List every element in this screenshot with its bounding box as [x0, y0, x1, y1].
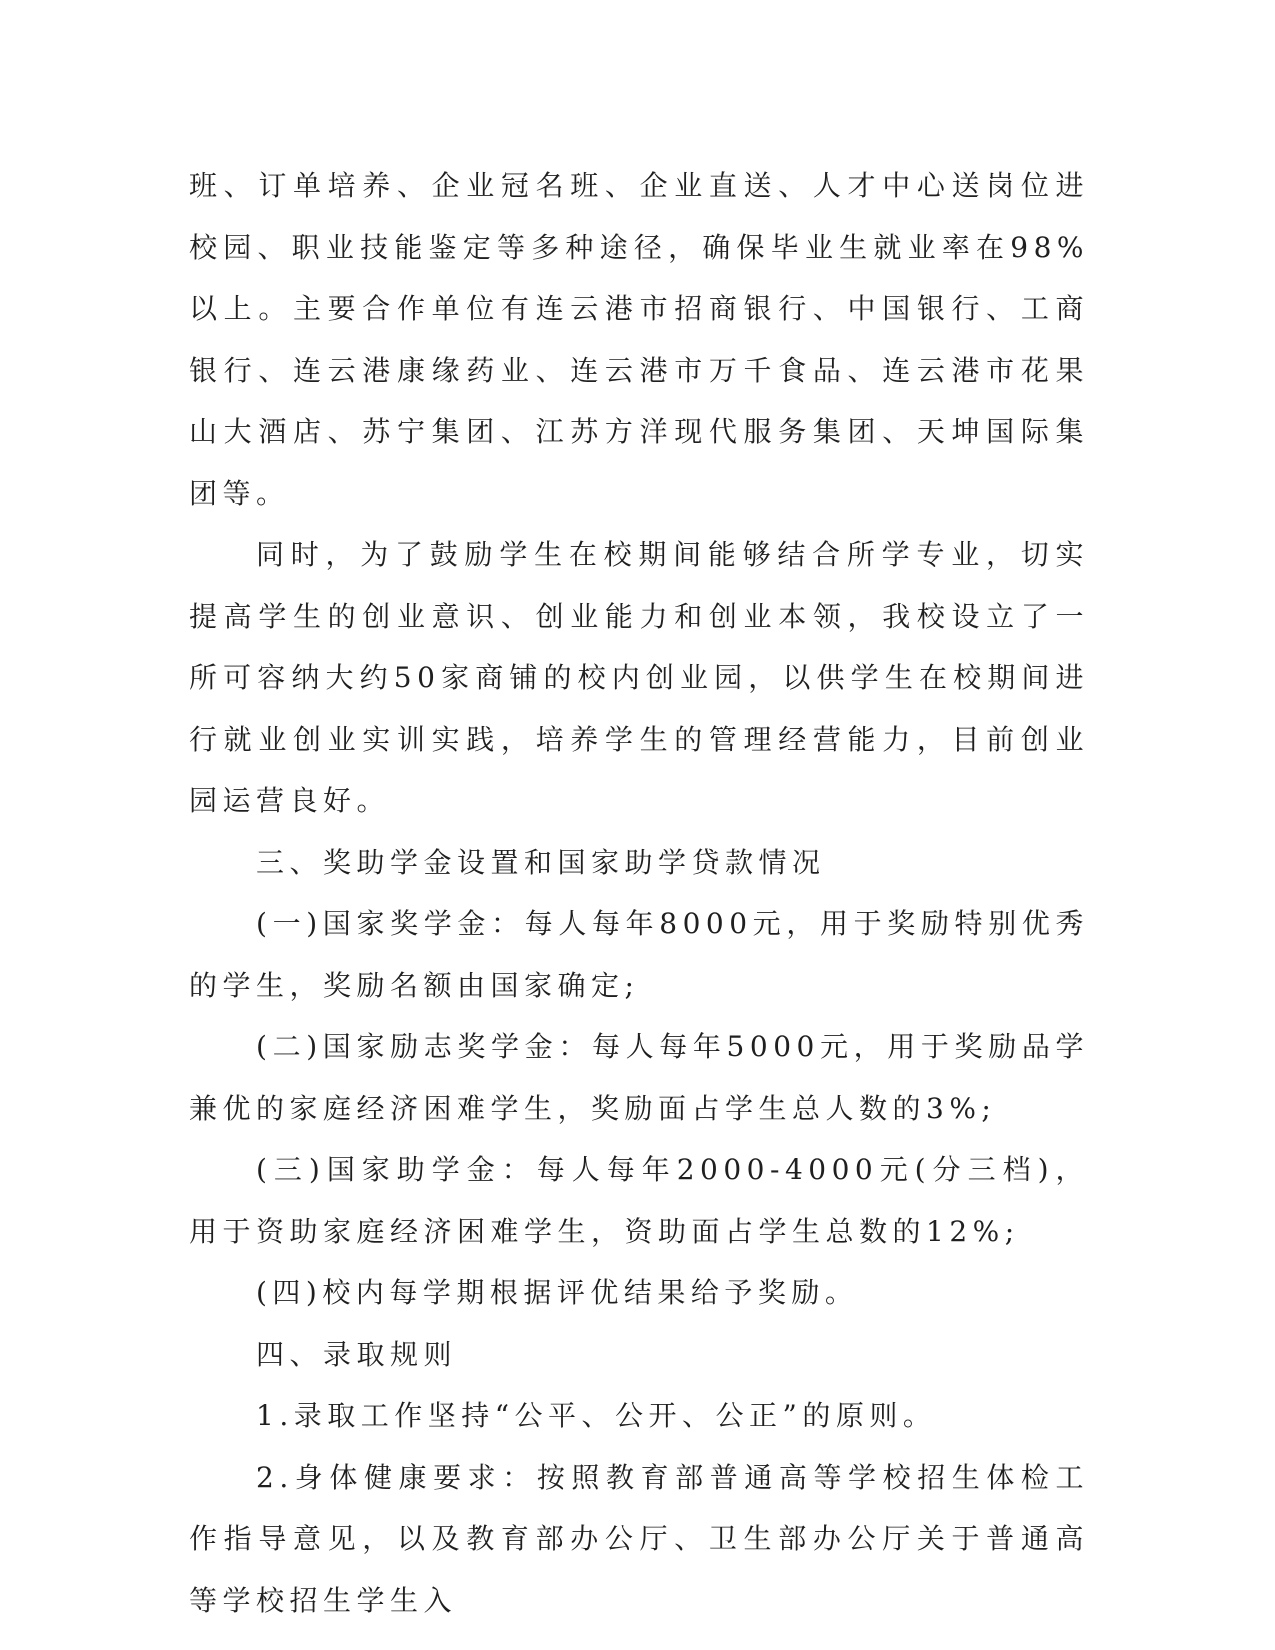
section-heading-admission-rules: 四、录取规则	[256, 1337, 458, 1371]
paragraph-health-requirements: 2.身体健康要求：按照教育部普通高等学校招生体检工作指导意见，以及教育部办公厅、卫生部办公厅关于普通高等学校招生学生入	[189, 1460, 1089, 1617]
document-body	[189, 155, 1089, 1631]
paragraph-national-encouragement-scholarship: (二)国家励志奖学金：每人每年5000元，用于奖励品学兼优的家庭经济困难学生，奖励面占学生总人数的3%;	[189, 1030, 1089, 1125]
paragraph-entrepreneurship-park: 同时，为了鼓励学生在校期间能够结合所学专业，切实提高学生的创业意识、创业能力和创业本领，我校设立了一所可容纳大约50家商铺的校内创业园，以供学生在校期间进行就业创业实训实践，培养学生的管理经营能力，目前创业园运营良好。	[189, 538, 1089, 817]
paragraph-national-scholarship: (一)国家奖学金：每人每年8000元，用于奖励特别优秀的学生，奖励名额由国家确定;	[189, 907, 1089, 1002]
paragraph-employment-partners: 班、订单培养、企业冠名班、企业直送、人才中心送岗位进校园、职业技能鉴定等多种途径，确保毕业生就业率在98%以上。主要合作单位有连云港市招商银行、中国银行、工商银行、连云港康缘药业、连云港市万千食品、连云港市花果山大酒店、苏宁集团、江苏方洋现代服务集团、天坤国际集团等。	[189, 169, 1089, 510]
paragraph-national-grant: (三)国家助学金：每人每年2000-4000元(分三档)，用于资助家庭经济困难学生，资助面占学生总数的12%;	[189, 1153, 1089, 1248]
section-heading-scholarships: 三、奖助学金设置和国家助学贷款情况	[256, 845, 826, 879]
paragraph-school-awards: (四)校内每学期根据评优结果给予奖励。	[256, 1276, 859, 1309]
paragraph-admission-principle: 1.录取工作坚持“公平、公开、公正”的原则。	[256, 1399, 937, 1432]
